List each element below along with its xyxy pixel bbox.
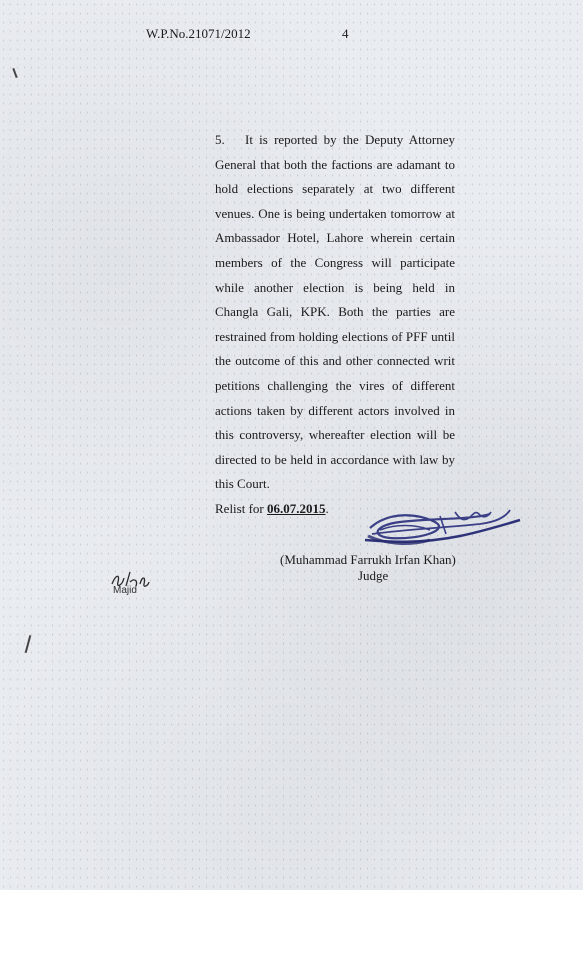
order-paragraph — [215, 128, 455, 522]
initials-name: Majid — [113, 585, 137, 596]
relist-date: 06.07.2015 — [267, 500, 326, 516]
paragraph-text: It is reported by the Deputy Attorney General that both the factions are adamant to hold elections separately at two different venues. One is being undertaken tomorrow at Ambassador Hotel, Lahore wherein certain members of the Congress will participate while another election is being held in Changla Gali, KPK. Both the parties are restrained from holding elections of PFF until the outcome of this and other connected writ petitions challenging the vires of different actions taken by different actors involved in this controversy, whereafter election will be directed to be held in accordance with law by this Court. — [215, 132, 455, 492]
judge-title: Judge — [358, 568, 389, 583]
relist-suffix: . — [325, 500, 329, 516]
judge-signature — [360, 500, 525, 560]
page-number: 4 — [342, 26, 349, 41]
relist-prefix: Relist for — [215, 500, 267, 516]
case-number: W.P.No.21071/2012 — [146, 26, 251, 41]
judge-name: (Muhammad Farrukh Irfan Khan) — [280, 552, 456, 567]
paragraph-number: 5. — [215, 132, 225, 147]
